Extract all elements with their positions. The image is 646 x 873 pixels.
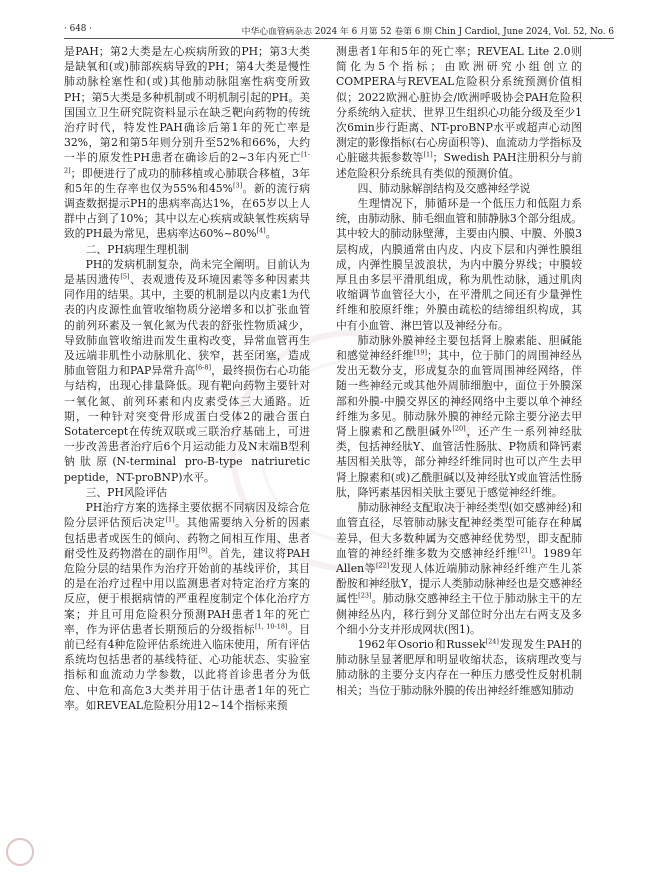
- section-heading-risk-assessment: 三、PH风险评估: [85, 485, 168, 499]
- citation-ref: [1]: [423, 150, 433, 159]
- citation-ref: [20]: [452, 424, 466, 433]
- paragraph-pathophysiology: PH的发病机制复杂，尚未完全阐明。目前认为是基因遗传[5]、表观遗传及环境因素等多种因素共同作用的结果。其中，主要的机制是以内皮素1为代表的内皮源性血管收缩物质分泌增多和以扩张血管的前列环素及一氧化氮为代表的舒张性物质减少，导致肺血管收缩进而发生重构改变，异常血管再生及远端非肌性小动脉肌化、狭窄，甚至闭塞，造成肺血管阻力和PAP异常升高[6-8]，最终损伤右心功能与结构，出现心排量降低。现有靶向药物主要针对一氧化氮、前列环素和内皮素受体三大通路。近期，一种针对突变骨形成蛋白受体2的融合蛋白Sotatercept在传统双联或三联治疗基础上，可进一步改善患者治疗后6个月运动能力及N末端B型利钠肽原(N-terminal pro-B-type natriuretic peptide，NT-proBNP)水平。: [64, 257, 311, 484]
- paragraph-risk-scores: 测患者1年和5年的死亡率；REVEAL Lite 2.0则简化为5个指标；由欧洲研究小组创立的COMPERA与REVEAL危险积分系统预测价值相似；2022欧洲心脏协会/欧洲呼吸协会PAH危险积分系统纳入症状、世界卫生组织心功能分级及至少1次6min步行距离、NT-proBNP水平或超声心动图测定的影像指标(右心房面积等)、血流动力学指标及心脏磁共振参数等[1]；Swedish PAH注册积分与前述危险积分系统具有类似的预测价值。: [336, 45, 582, 180]
- right-column: [336, 44, 582, 698]
- paragraph-classification: 是PAH；第2大类是左心疾病所致的PH；第3大类是缺氧和(或)肺部疾病导致的PH；第4大类是慢性肺动脉栓塞性和(或)其他肺动脉阻塞性病变所致PH；第5大类是多种机制或不明机制引起的PH。美国国立卫生研究院资料显示在缺乏靶向药物的传统治疗时代，特发性PAH确诊后第1年的死亡率是32%，第2和第5年则分别升至52%和66%，大约一半的原发性PH患者在确诊后的2~3年内死亡[1-2]；即便进行了成功的肺移植或心肺联合移植，3年和5年的生存率也仅为55%和45%[3]。新的流行病调查数据提示PH的患病率高达1%，在65岁以上人群中占到了10%；其中以左心疾病或缺氧性疾病导致的PH最为常见，患病率达60%~80%[4]。: [64, 45, 310, 241]
- citation-ref: [5]: [120, 272, 130, 281]
- paragraph-risk-assessment: PH治疗方案的选择主要依据不同病因及综合危险分层评估预后决定[1]。其他需要纳入分析的因素包括患者或医生的倾向、药物之间相互作用、患者耐受性及药物潜在的副作用[9]。首先，建议将PAH危险分层的结果作为治疗开始前的基线评价，其目的是在治疗过程中用以监测患者对特定治疗方案的反应，便于根据病情的严重程度制定个体化治疗方案；并且可用危险积分预测PAH患者1年的死亡率，作为评估患者长期预后的分级指标[1, 10-18]。目前已经有4种危险评估系统进入临床使用，所有评估系统均包括患者的基线特征、心功能状态、实验室指标和血流动力学参数，以此将首诊患者分为低危、中危和高危3大类并用于估计患者1年的死亡率。如REVEAL危险积分用12~14个指标来预: [64, 501, 311, 712]
- citation-ref: [1, 10-18]: [255, 622, 288, 631]
- paragraph-innervation: 肺动脉神经支配取决于神经类型(如交感神经)和血管直径，尽管肺动脉支配神经类型可能存在种属差异，但大多数种属为交感神经优势型，即支配肺血管的神经纤维多数为交感神经纤维[21]。1989年Allen等[22]发现人体近端肺动脉神经纤维产生儿茶酚胺和神经肽Y，提示人类肺动脉神经也是交感神经属性[23]。肺动脉交感神经主干位于肺动脉主干的左侧神经丛内，移行到分叉部位时分出左右两支及多个细小分支并形成网状(图1)。: [336, 501, 583, 636]
- paragraph-adventitia-nerves: 肺动脉外膜神经主要包括肾上腺素能、胆碱能和感觉神经纤维[19]；其中，位于肺门的周围神经丛发出无数分支，形成复杂的血管周围神经网络，伴随一些神经元或其他外周肺细胞中，面位于外膜深部和外膜-中膜交界区的神经网络中主要以单个神经纤维为多见。肺动脉外膜的神经元除主要分泌去甲肾上腺素和乙酰胆碱外[20]，还产生一系列神经肽类，包括神经肽Y、血管活性肠肽、P物质和降钙素基因相关肽等，部分神经纤维同时也可以产生去甲肾上腺素和(或)乙酰胆碱以及神经肽Y或血管活性肠肽，降钙素基因相关肽主要见于感觉神经纤维。: [336, 333, 583, 499]
- left-column: [64, 44, 310, 713]
- running-header: [64, 20, 614, 39]
- journal-citation: 中华心血管病杂志 2024 年 6 月第 52 卷第 6 期 Chin J Cardiol, June 2024, Vol. 52, No. 6: [241, 27, 614, 37]
- citation-ref: [3]: [232, 181, 243, 190]
- citation-ref: [9]: [198, 546, 208, 555]
- citation-ref: [23]: [358, 591, 372, 600]
- publisher-logo-icon: [6, 838, 34, 866]
- publisher-watermark: [6, 837, 34, 867]
- section-heading-anatomy: 四、肺动脉解剖结构及交感神经学说: [357, 181, 531, 195]
- citation-ref: [6-8]: [195, 363, 212, 372]
- citation-ref: [19]: [413, 348, 427, 357]
- citation-ref: [21]: [517, 546, 532, 555]
- citation-ref: [1]: [165, 515, 175, 524]
- citation-ref: [1-2]: [64, 150, 310, 175]
- paragraph-baroreflex: 1962年Osorio和Russek[24]发现发生PAH的肺动脉呈显著肥厚和明显收缩状态，该病理改变与肺动脉的主要分支内存在一种压力感受性反射机制相关；当位于肺动脉外膜的传出神经纤维感知肺动: [336, 637, 582, 697]
- page-number: · 648 ·: [64, 24, 92, 34]
- citation-ref: [22]: [375, 561, 390, 570]
- paragraph-anatomy: 生理情况下，肺循环是一个低压力和低阻力系统，由肺动脉、肺毛细血管和肺静脉3个部分组成。其中较大的肺动脉壁薄，主要由内膜、中膜、外膜3层构成，内膜通常由内皮、内皮下层和内弹性膜组成，内弹性膜呈波浪状，为内中膜分界线；中膜较厚且由多层平滑肌组成，称为肌性动脉，通过肌肉收缩调节血管径大小，在平滑肌之间还有少量弹性纤维和胶原纤维；外膜由疏松的结缔组织构成，其中有小血管、淋巴管以及神经分布。: [336, 197, 582, 332]
- section-heading-pathophysiology: 二、PH病理生理机制: [85, 242, 189, 256]
- citation-ref: [4]: [256, 226, 266, 235]
- citation-ref: [24]: [485, 637, 499, 646]
